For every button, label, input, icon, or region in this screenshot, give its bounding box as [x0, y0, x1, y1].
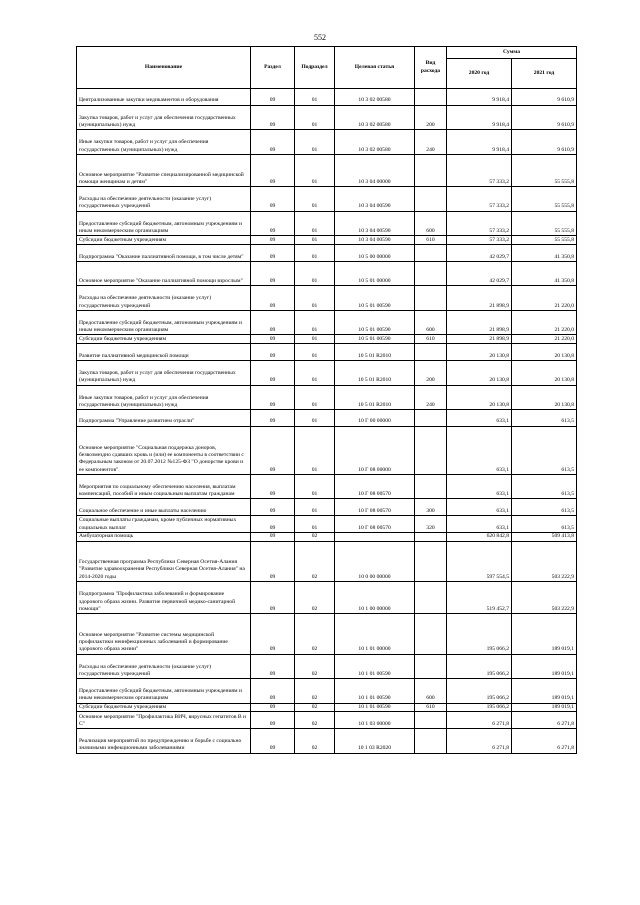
row-target: [335, 532, 415, 541]
row-sum-2020: 597 554,5: [447, 541, 512, 581]
row-sum-2021: 55 555,8: [512, 236, 577, 245]
table-row: [77, 426, 577, 474]
row-sum-2020: 42 029,7: [447, 261, 512, 286]
row-target: 10 1 01 00000: [335, 614, 415, 654]
row-section: 09: [251, 335, 295, 344]
row-subsection: 01: [295, 426, 335, 474]
row-subsection: 01: [295, 187, 335, 212]
row-expense-type: [415, 245, 447, 262]
row-sum-2020: 633,1: [447, 426, 512, 474]
row-target: 10 5 01 00590: [335, 286, 415, 311]
row-expense-type: [415, 581, 447, 613]
row-section: 09: [251, 211, 295, 236]
row-sum-2020: 21 898,9: [447, 286, 512, 311]
row-sum-2021: 9 610,9: [512, 89, 577, 106]
row-name: Иные закупки товаров, работ и услуг для обеспечения государственных (муниципальных) нужд: [77, 385, 251, 410]
row-subsection: 01: [295, 474, 335, 499]
row-name: Основное мероприятие "Развитие специализированной медицинской помощи женщинам и детям": [77, 154, 251, 186]
row-sum-2021: 509 413,8: [512, 532, 577, 541]
row-expense-type: [415, 532, 447, 541]
row-sum-2021: 189 019,1: [512, 654, 577, 679]
row-name: Закупка товаров, работ и услуг для обеспечения государственных (муниципальных) нужд: [77, 105, 251, 130]
row-sum-2020: 20 130,8: [447, 360, 512, 385]
row-sum-2021: 189 019,1: [512, 614, 577, 654]
row-sum-2020: 57 333,2: [447, 236, 512, 245]
row-expense-type: [415, 729, 447, 754]
table-row: [77, 614, 577, 654]
row-section: 09: [251, 261, 295, 286]
row-expense-type: [415, 654, 447, 679]
row-target: 10 3 02 00580: [335, 89, 415, 106]
row-expense-type: [415, 344, 447, 361]
table-row: [77, 581, 577, 613]
table-row: [77, 89, 577, 106]
row-section: 09: [251, 236, 295, 245]
row-sum-2021: 6 271,8: [512, 729, 577, 754]
row-sum-2020: 9 918,4: [447, 105, 512, 130]
row-section: 09: [251, 499, 295, 516]
row-sum-2020: 21 898,9: [447, 335, 512, 344]
table-row: [77, 679, 577, 704]
row-name: Централизованные закупки медикаментов и оборудования: [77, 89, 251, 106]
row-sum-2020: 42 029,7: [447, 245, 512, 262]
table-row: [77, 712, 577, 729]
table-row: [77, 245, 577, 262]
row-target: 10 0 00 00000: [335, 541, 415, 581]
row-subsection: 02: [295, 614, 335, 654]
row-name: Предоставление субсидий бюджетным, автономным учреждениям и иным некоммерческим организациям: [77, 310, 251, 335]
header-name: Наименование: [77, 47, 251, 89]
row-subsection: 01: [295, 130, 335, 155]
row-subsection: 01: [295, 499, 335, 516]
row-sum-2020: 57 333,2: [447, 211, 512, 236]
row-expense-type: [415, 89, 447, 106]
row-subsection: 02: [295, 712, 335, 729]
row-name: Амбулаторная помощь: [77, 532, 251, 541]
row-target: 10 3 04 00000: [335, 154, 415, 186]
row-expense-type: 240: [415, 385, 447, 410]
row-name: Социальное обеспечение и иные выплаты населению: [77, 499, 251, 516]
row-name: Мероприятия по социальному обеспечению населения, выплатам компенсаций, пособий и иным социальным выплатам гражданам: [77, 474, 251, 499]
header-year-2020: 2020 год: [447, 59, 512, 89]
header-sum: Сумма: [447, 47, 577, 59]
row-target: 10 1 03 00000: [335, 712, 415, 729]
row-section: 09: [251, 410, 295, 427]
row-sum-2021: 55 555,8: [512, 154, 577, 186]
row-sum-2021: 6 271,8: [512, 712, 577, 729]
row-name: Основное мероприятие "Оказание паллиативной помощи взрослым": [77, 261, 251, 286]
row-sum-2020: 195 066,2: [447, 703, 512, 712]
row-subsection: 02: [295, 654, 335, 679]
row-section: 09: [251, 130, 295, 155]
row-section: 09: [251, 154, 295, 186]
row-name: Государственная программа Республики Северная Осетия-Алания "Развитие здравоохранения Республики Северная Осетия-Алания" на 2014-2020 годы: [77, 541, 251, 581]
row-sum-2021: 613,5: [512, 474, 577, 499]
table-row: [77, 286, 577, 311]
row-target: 10 Г 08 00570: [335, 499, 415, 516]
header-year-2021: 2021 год: [512, 59, 577, 89]
table-row: [77, 385, 577, 410]
row-subsection: 01: [295, 105, 335, 130]
row-section: 09: [251, 187, 295, 212]
row-subsection: 01: [295, 335, 335, 344]
row-section: 09: [251, 516, 295, 533]
row-sum-2021: 613,5: [512, 499, 577, 516]
row-sum-2021: 189 019,1: [512, 679, 577, 704]
row-sum-2021: 21 220,0: [512, 335, 577, 344]
row-section: 09: [251, 385, 295, 410]
row-expense-type: [415, 410, 447, 427]
row-subsection: 01: [295, 261, 335, 286]
table-row: [77, 729, 577, 754]
row-target: 10 Г 08 00570: [335, 474, 415, 499]
row-name: Расходы на обеспечение деятельности (оказание услуг) государственных учреждений: [77, 187, 251, 212]
row-subsection: 02: [295, 703, 335, 712]
page-number: 552: [314, 33, 326, 42]
budget-table: [76, 46, 577, 754]
row-section: 09: [251, 89, 295, 106]
row-section: 09: [251, 344, 295, 361]
table-row: [77, 360, 577, 385]
row-target: 10 3 04 00590: [335, 236, 415, 245]
row-name: Подпрограмма "Оказание паллиативной помощи, в том числе детям": [77, 245, 251, 262]
row-subsection: 01: [295, 360, 335, 385]
row-section: 09: [251, 532, 295, 541]
row-sum-2020: 20 130,8: [447, 344, 512, 361]
row-expense-type: 610: [415, 236, 447, 245]
row-expense-type: 320: [415, 516, 447, 533]
row-target: 10 1 03 R2020: [335, 729, 415, 754]
table-row: [77, 499, 577, 516]
row-target: 10 Г 00 00000: [335, 410, 415, 427]
row-expense-type: [415, 286, 447, 311]
row-sum-2020: 633,1: [447, 499, 512, 516]
row-target: 10 1 01 00590: [335, 679, 415, 704]
row-subsection: 01: [295, 236, 335, 245]
row-sum-2021: 41 350,8: [512, 261, 577, 286]
row-sum-2020: 21 898,9: [447, 310, 512, 335]
row-sum-2021: 20 130,8: [512, 385, 577, 410]
row-section: 09: [251, 426, 295, 474]
row-subsection: 01: [295, 385, 335, 410]
row-target: 10 5 01 00590: [335, 310, 415, 335]
row-sum-2021: 613,5: [512, 426, 577, 474]
row-expense-type: 240: [415, 130, 447, 155]
table-row: [77, 105, 577, 130]
row-sum-2020: 195 066,2: [447, 679, 512, 704]
row-sum-2021: 20 130,8: [512, 360, 577, 385]
row-name: Иные закупки товаров, работ и услуг для обеспечения государственных (муниципальных) нужд: [77, 130, 251, 155]
row-sum-2021: 613,5: [512, 410, 577, 427]
row-section: 09: [251, 712, 295, 729]
row-section: 09: [251, 614, 295, 654]
row-sum-2021: 21 220,0: [512, 310, 577, 335]
row-sum-2021: 189 019,1: [512, 703, 577, 712]
row-subsection: 01: [295, 410, 335, 427]
row-target: 10 5 01 00590: [335, 335, 415, 344]
row-expense-type: [415, 154, 447, 186]
row-name: Предоставление субсидий бюджетным, автономным учреждениям и иным некоммерческим организациям: [77, 679, 251, 704]
row-expense-type: [415, 261, 447, 286]
row-subsection: 01: [295, 344, 335, 361]
table-row: [77, 130, 577, 155]
row-expense-type: [415, 426, 447, 474]
header-subsection: Подраздел: [295, 47, 335, 89]
row-subsection: 01: [295, 516, 335, 533]
row-target: 10 5 01 R2010: [335, 385, 415, 410]
row-target: 10 1 01 00590: [335, 703, 415, 712]
table-row: [77, 211, 577, 236]
table-row: [77, 335, 577, 344]
row-subsection: 01: [295, 89, 335, 106]
row-section: 09: [251, 541, 295, 581]
row-name: Расходы на обеспечение деятельности (оказание услуг) государственных учреждений: [77, 654, 251, 679]
row-section: 09: [251, 286, 295, 311]
row-subsection: 02: [295, 729, 335, 754]
row-target: 10 3 04 00590: [335, 211, 415, 236]
row-name: Основное мероприятие "Профилактика ВИЧ, вирусных гепатитов В и С": [77, 712, 251, 729]
row-name: Предоставление субсидий бюджетным, автономным учреждениям и иным некоммерческим организациям: [77, 211, 251, 236]
row-sum-2020: 633,1: [447, 474, 512, 499]
row-section: 09: [251, 654, 295, 679]
row-expense-type: 610: [415, 335, 447, 344]
row-sum-2020: 620 842,8: [447, 532, 512, 541]
row-target: 10 5 01 R2010: [335, 360, 415, 385]
row-subsection: 01: [295, 154, 335, 186]
row-section: 09: [251, 703, 295, 712]
row-name: Реализация мероприятий по предупреждению и борьбе с социально значимыми инфекционными заболеваниями: [77, 729, 251, 754]
row-expense-type: [415, 474, 447, 499]
row-expense-type: [415, 712, 447, 729]
row-sum-2020: 633,1: [447, 516, 512, 533]
row-name: Субсидии бюджетным учреждениям: [77, 703, 251, 712]
row-sum-2020: 633,1: [447, 410, 512, 427]
row-sum-2021: 9 610,9: [512, 130, 577, 155]
table-row: [77, 310, 577, 335]
row-name: Подпрограмма "Управление развитием отрасли": [77, 410, 251, 427]
row-subsection: 02: [295, 581, 335, 613]
row-target: 10 3 02 00580: [335, 105, 415, 130]
row-target: 10 1 01 00590: [335, 654, 415, 679]
row-name: Социальные выплаты гражданам, кроме публичных нормативных социальных выплат: [77, 516, 251, 533]
row-sum-2020: 9 918,4: [447, 130, 512, 155]
row-name: Субсидии бюджетным учреждениям: [77, 236, 251, 245]
header-section: Раздел: [251, 47, 295, 89]
row-name: Основное мероприятие "Развитие системы медицинской профилактики неинфекционных заболеваний и формирование здорового образа жизни": [77, 614, 251, 654]
row-name: Расходы на обеспечение деятельности (оказание услуг) государственных учреждений: [77, 286, 251, 311]
row-expense-type: [415, 187, 447, 212]
row-sum-2020: 195 066,2: [447, 654, 512, 679]
row-subsection: 01: [295, 286, 335, 311]
table-row: [77, 532, 577, 541]
row-sum-2020: 20 130,8: [447, 385, 512, 410]
row-sum-2021: 41 350,8: [512, 245, 577, 262]
row-expense-type: 600: [415, 679, 447, 704]
row-expense-type: 200: [415, 105, 447, 130]
row-sum-2020: 6 271,8: [447, 712, 512, 729]
table-row: [77, 541, 577, 581]
row-subsection: 02: [295, 679, 335, 704]
row-expense-type: 600: [415, 310, 447, 335]
row-name: Субсидии бюджетным учреждениям: [77, 335, 251, 344]
row-sum-2020: 57 333,2: [447, 187, 512, 212]
row-subsection: 01: [295, 211, 335, 236]
row-subsection: 01: [295, 310, 335, 335]
row-name: Подпрограмма "Профилактика заболеваний и формирование здорового образа жизни. Развитие первичной медико-санитарной помощи": [77, 581, 251, 613]
table-row: [77, 187, 577, 212]
row-target: 10 5 01 00000: [335, 261, 415, 286]
row-section: 09: [251, 310, 295, 335]
row-sum-2021: 20 130,8: [512, 344, 577, 361]
row-expense-type: [415, 614, 447, 654]
row-sum-2021: 503 222,9: [512, 541, 577, 581]
row-sum-2021: 55 555,8: [512, 211, 577, 236]
table-row: [77, 654, 577, 679]
row-section: 09: [251, 729, 295, 754]
row-expense-type: 610: [415, 703, 447, 712]
row-sum-2020: 9 918,4: [447, 89, 512, 106]
row-sum-2021: 55 555,8: [512, 187, 577, 212]
row-section: 09: [251, 105, 295, 130]
table-row: [77, 474, 577, 499]
row-section: 09: [251, 679, 295, 704]
row-target: 10 5 01 R2010: [335, 344, 415, 361]
row-subsection: 02: [295, 541, 335, 581]
table-row: [77, 703, 577, 712]
row-sum-2020: 519 452,7: [447, 581, 512, 613]
row-name: Закупка товаров, работ и услуг для обеспечения государственных (муниципальных) нужд: [77, 360, 251, 385]
table-row: [77, 154, 577, 186]
row-sum-2020: 195 066,2: [447, 614, 512, 654]
row-name: Развитие паллиативной медицинской помощи: [77, 344, 251, 361]
row-name: Основное мероприятие "Социальная поддержка доноров, безвозмездно сдавших кровь и (или) ее компоненты в соответствии с Федеральным законом от 20.07.2012 №125-ФЗ "О донорстве крови и ее компонентов": [77, 426, 251, 474]
table-row: [77, 261, 577, 286]
row-sum-2021: 503 222,9: [512, 581, 577, 613]
row-expense-type: 600: [415, 211, 447, 236]
row-subsection: 01: [295, 245, 335, 262]
row-sum-2020: 6 271,8: [447, 729, 512, 754]
row-expense-type: [415, 541, 447, 581]
table-row: [77, 344, 577, 361]
row-section: 09: [251, 245, 295, 262]
row-expense-type: 200: [415, 360, 447, 385]
row-target: 10 5 00 00000: [335, 245, 415, 262]
table-row: [77, 516, 577, 533]
row-expense-type: 300: [415, 499, 447, 516]
row-target: 10 Г 08 00570: [335, 516, 415, 533]
row-section: 09: [251, 474, 295, 499]
row-target: 10 1 00 00000: [335, 581, 415, 613]
row-sum-2020: 57 333,2: [447, 154, 512, 186]
row-target: 10 3 02 00580: [335, 130, 415, 155]
header-expense-type: Вид расхода: [415, 47, 447, 89]
row-subsection: 02: [295, 532, 335, 541]
table-row: [77, 410, 577, 427]
table-row: [77, 236, 577, 245]
row-sum-2021: 613,5: [512, 516, 577, 533]
row-target: 10 3 04 00590: [335, 187, 415, 212]
row-section: 09: [251, 581, 295, 613]
row-sum-2021: 9 610,9: [512, 105, 577, 130]
row-section: 09: [251, 360, 295, 385]
row-target: 10 Г 08 00000: [335, 426, 415, 474]
row-sum-2021: 21 220,0: [512, 286, 577, 311]
header-target: Целевая статья: [335, 47, 415, 89]
